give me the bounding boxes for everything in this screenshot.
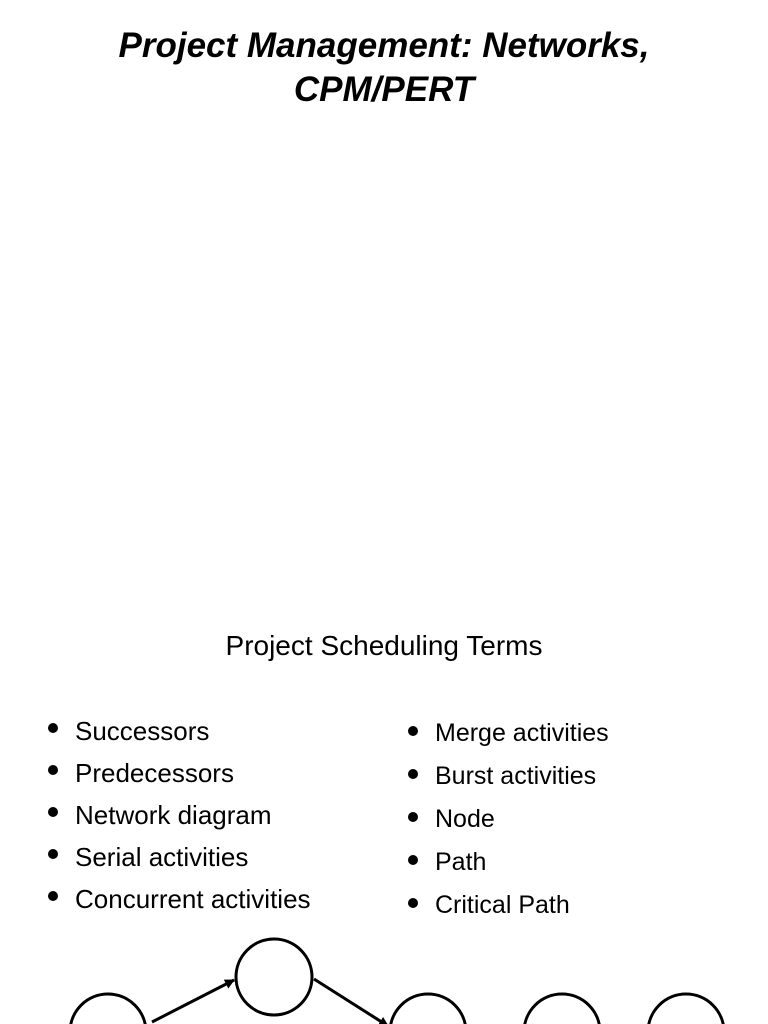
slide-title-line-1: Project Management: Networks, (118, 26, 650, 65)
bullet-icon (408, 726, 418, 736)
term-label: Critical Path (435, 891, 570, 919)
network-node (236, 939, 312, 1015)
terms-list-left (46, 710, 311, 920)
bullet-icon (408, 812, 418, 822)
bullet-icon (48, 807, 58, 817)
term-item (406, 798, 609, 841)
bullet-icon (48, 849, 58, 859)
network-node (390, 994, 466, 1024)
network-diagram (0, 930, 768, 1024)
term-item (46, 836, 311, 878)
term-item (46, 752, 311, 794)
network-node (70, 994, 146, 1024)
network-node (524, 994, 600, 1024)
term-label: Serial activities (75, 842, 249, 872)
term-item (406, 884, 609, 927)
term-item (46, 878, 311, 920)
term-label: Predecessors (75, 758, 234, 788)
term-item (406, 712, 609, 755)
term-label: Node (435, 805, 495, 833)
bullet-icon (48, 891, 58, 901)
bullet-icon (408, 855, 418, 865)
arrow-connector (152, 980, 234, 1022)
term-label: Path (435, 848, 487, 876)
arrow-connector (314, 979, 388, 1024)
slide-title (0, 24, 768, 112)
slide-title-line-2: CPM/PERT (293, 70, 475, 109)
terms-list-right (406, 712, 609, 927)
bullet-icon (408, 898, 418, 908)
bullet-icon (48, 723, 58, 733)
term-item (46, 794, 311, 836)
bullet-icon (48, 765, 58, 775)
section-heading: Project Scheduling Terms (225, 630, 543, 661)
term-label: Burst activities (435, 762, 597, 790)
term-label: Merge activities (435, 719, 609, 747)
term-label: Network diagram (75, 800, 272, 830)
term-item (46, 710, 311, 752)
term-item (406, 841, 609, 884)
bullet-icon (408, 769, 418, 779)
term-item (406, 755, 609, 798)
network-node (648, 994, 724, 1024)
term-label: Concurrent activities (75, 884, 311, 914)
term-label: Successors (75, 716, 210, 746)
